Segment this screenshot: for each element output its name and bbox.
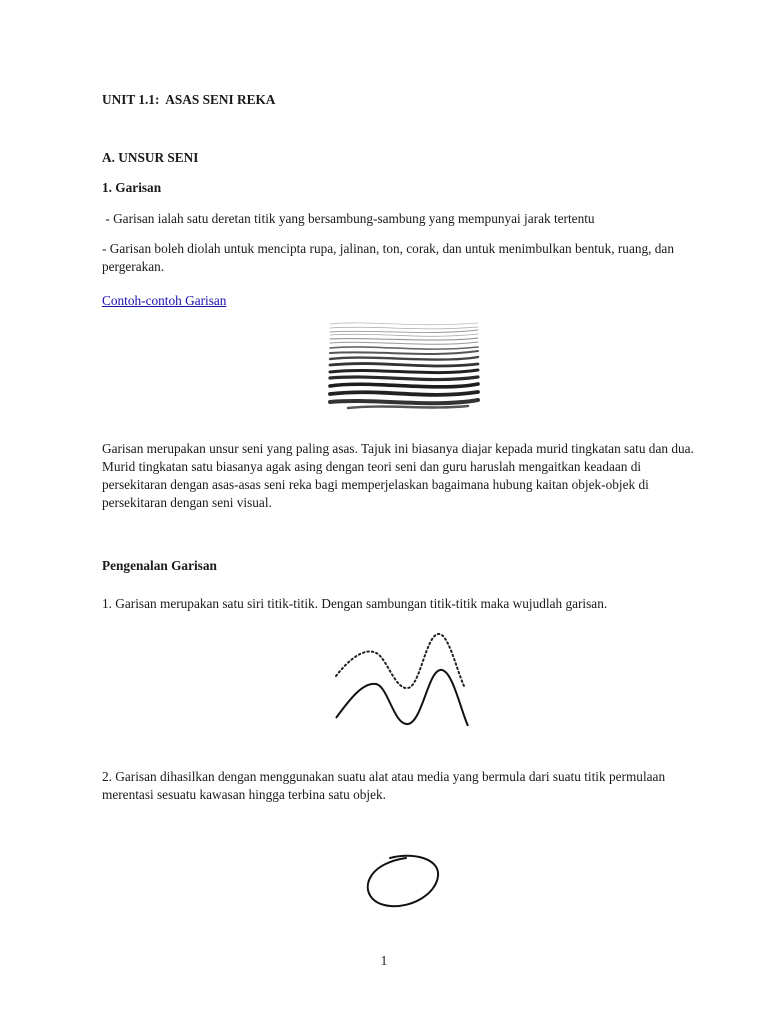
line-examples-image bbox=[328, 320, 480, 412]
point-2-paragraph: 2. Garisan dihasilkan dengan menggunakan suatu alat atau media yang bermula dari suatu titik permulaan merentasi sesuatu kawasan hingga terbina satu objek. bbox=[102, 769, 666, 802]
subsection-title: 1. Garisan bbox=[102, 180, 162, 195]
pengenalan-heading: Pengenalan Garisan bbox=[102, 558, 217, 573]
oval-drawing bbox=[360, 852, 450, 912]
definition-paragraph-2: - Garisan boleh diolah untuk mencipta rupa, jalinan, ton, corak, dan untuk menimbulkan bentuk, ruang, dan pergerakan. bbox=[102, 241, 674, 274]
examples-link[interactable]: Contoh-contoh Garisan bbox=[102, 293, 227, 308]
point-1-paragraph: 1. Garisan merupakan satu siri titik-titik. Dengan sambungan titik-titik maka wujudlah garisan. bbox=[102, 596, 608, 611]
page-number: 1 bbox=[380, 953, 388, 968]
intro-paragraph: Garisan merupakan unsur seni yang paling asas. Tajuk ini biasanya diajar kepada murid tingkatan satu dan dua. Murid tingkatan satu biasanya agak asing dengan teori seni dan guru haruslah mengaitkan keadaan di persekitaran dengan asas-asas seni reka bagi memperjelaskan bagaimana hubung kaitan objek-objek di persekitaran dengan seni visual. bbox=[102, 441, 694, 510]
dotted-and-solid-line-drawing bbox=[330, 628, 475, 730]
unit-title: UNIT 1.1: ASAS SENI REKA bbox=[102, 92, 276, 107]
definition-paragraph-1: - Garisan ialah satu deretan titik yang bersambung-sambung yang mempunyai jarak tertentu bbox=[102, 211, 595, 226]
section-title: A. UNSUR SENI bbox=[102, 150, 199, 165]
